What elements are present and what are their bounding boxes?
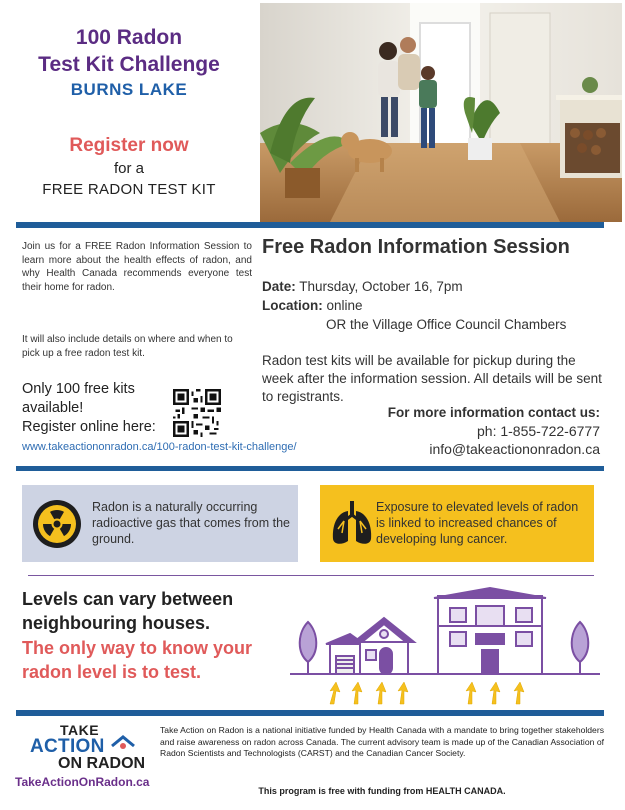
fact-box-radon-gas [22, 485, 298, 562]
location-line [262, 298, 363, 313]
contact-heading: For more information contact us: [387, 405, 600, 420]
levels-vary-text: Levels can vary between neighbouring houses. [22, 589, 234, 633]
only-free-line2: available! [22, 400, 84, 416]
footer-description: Take Action on Radon is a national initiative funded by Health Canada with a mandate to bring together stakeholders and raise awareness on radon across Canada. The current advisory team is made up of the Canadian Association of Radon Scientists and Technologists (CARST) and the Canadian Cancer Society. [160, 725, 604, 758]
date-line [262, 279, 463, 294]
divider-bar-middle [16, 466, 604, 471]
fact-2-text: Exposure to elevated levels of radon is linked to increased chances of developing lung cancer. [376, 500, 579, 546]
title-line-1: 100 Radon [75, 26, 183, 49]
contact-phone[interactable]: ph: 1-855-722-6777 [477, 423, 600, 439]
take-action-on-radon-logo[interactable] [22, 722, 152, 770]
lungs-icon [330, 499, 374, 547]
header-block [0, 0, 258, 222]
intro-paragraph: Join us for a FREE Radon Information Session to learn more about the health effects of radon, and why Health Canada recommends everyone test their home for radon. [22, 241, 252, 293]
location-title: BURNS LAKE [70, 80, 188, 99]
qr-code[interactable] [173, 389, 221, 437]
location-label: Location: [262, 298, 323, 313]
houses-illustration [290, 582, 600, 707]
only-free-line1: Only 100 free kits [22, 381, 135, 397]
only-free-kits [22, 380, 172, 437]
fact-box-lung-cancer [320, 485, 594, 562]
session-heading: Free Radon Information Session [262, 236, 570, 258]
date-label: Date: [262, 279, 296, 294]
logo-on-radon: ON RADON [58, 755, 146, 772]
funding-notice: This program is free with funding from HEALTH CANADA. [258, 786, 506, 796]
location-value: online [326, 298, 363, 313]
logo-url[interactable]: TakeActionOnRadon.ca [15, 775, 150, 789]
house-logo-icon [110, 734, 136, 754]
date-value: Thursday, October 16, 7pm [299, 279, 463, 294]
for-a-text: for a [113, 160, 144, 177]
free-kit-text: FREE RADON TEST KIT [42, 181, 216, 198]
fact-1-text: Radon is a naturally occurring radioactive gas that comes from the ground. [92, 500, 291, 546]
register-url-link[interactable]: www.takeactiononradon.ca/100-radon-test-kit-challenge/ [22, 441, 297, 453]
availability-text: Radon test kits will be available for pickup during the week after the information session. All details will be sent to registrants. [262, 353, 602, 404]
divider-bar-top [16, 222, 604, 228]
family-photo [260, 3, 622, 222]
divider-line [28, 575, 594, 576]
location-alt: OR the Village Office Council Chambers [326, 317, 567, 332]
register-online-text: Register online here: [22, 419, 156, 435]
divider-bar-bottom [16, 710, 604, 716]
intro-paragraph-2: It will also include details on where and when to pick up a free radon test kit. [22, 334, 233, 359]
logo-take: TAKE [60, 722, 100, 738]
title-line-2: Test Kit Challenge [38, 53, 220, 76]
only-way-text: The only way to know your radon level is to test. [22, 638, 253, 682]
logo-action: ACTION [30, 736, 105, 757]
contact-email[interactable]: info@takeactiononradon.ca [429, 441, 600, 457]
radiation-icon [32, 499, 82, 549]
register-now-text: Register now [69, 135, 189, 156]
